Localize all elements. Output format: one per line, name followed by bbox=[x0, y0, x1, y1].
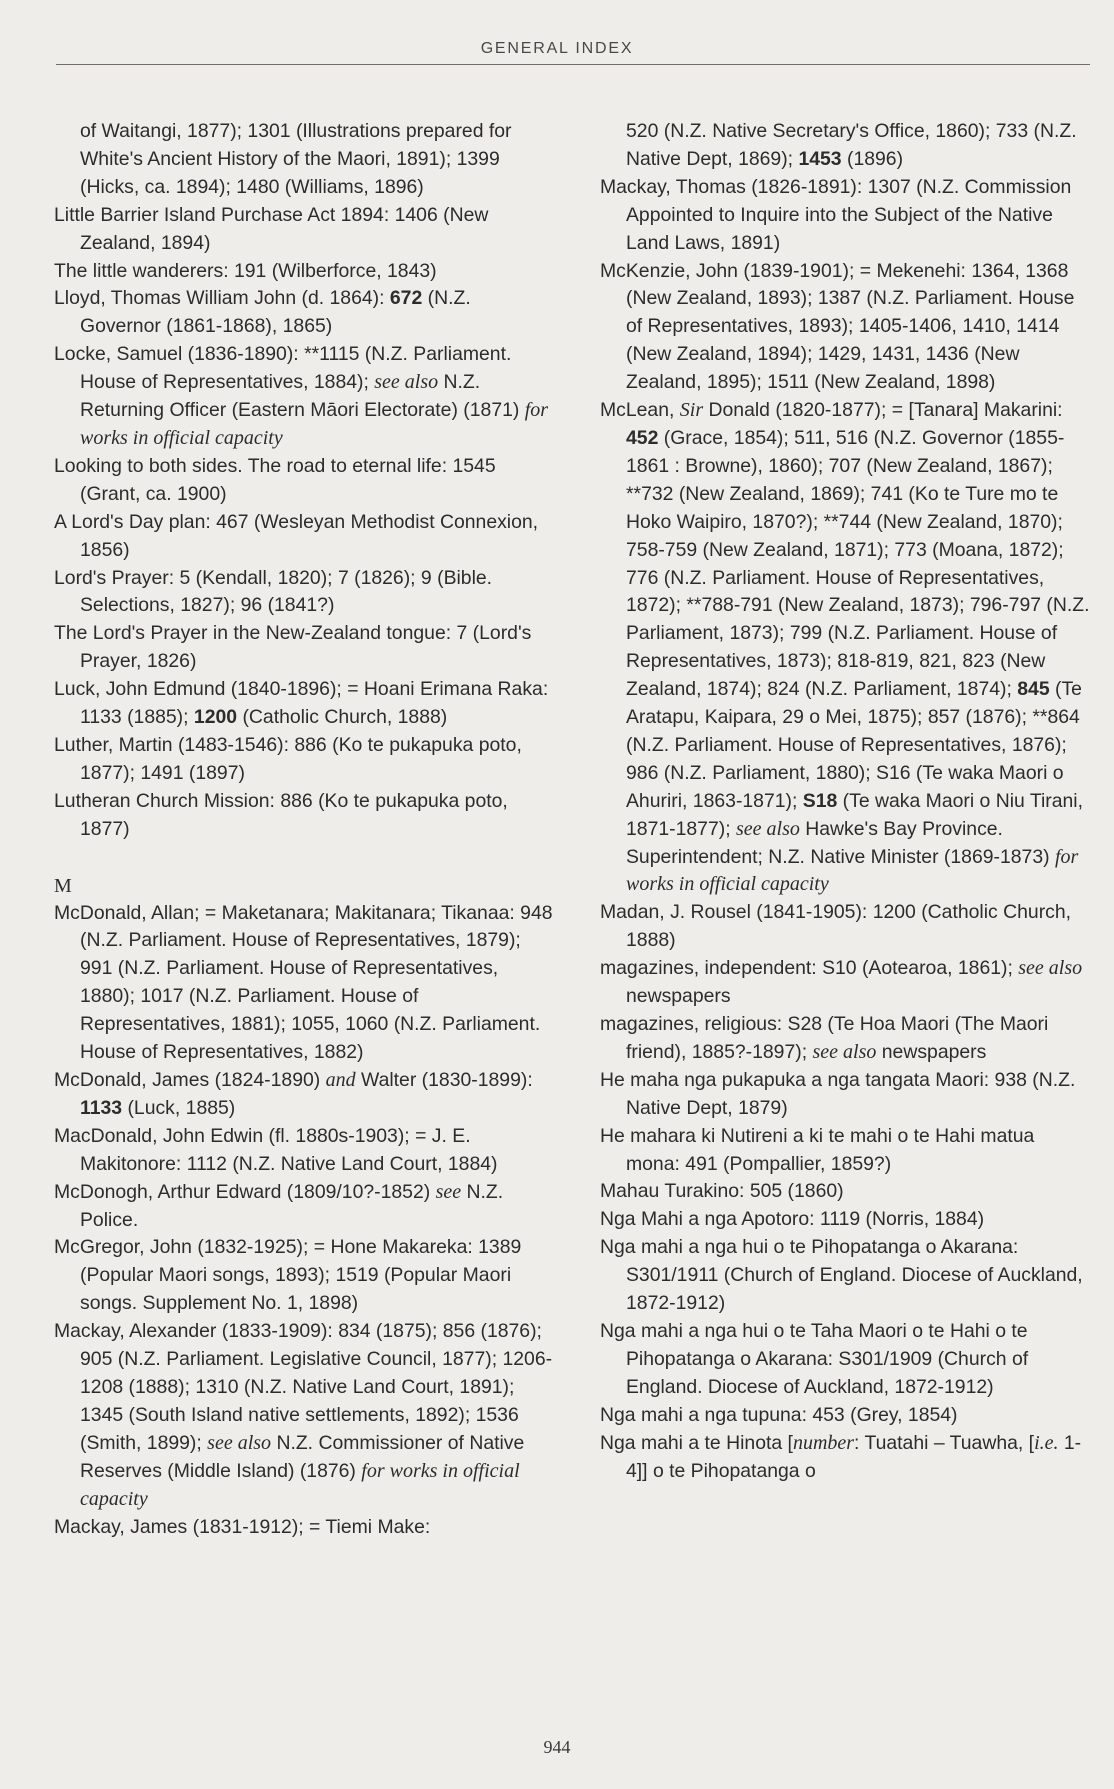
header-rule bbox=[56, 64, 1090, 65]
index-entry: magazines, religious: S28 (Te Hoa Maori (The Maori friend), 1885?-1897); see also newspapers bbox=[600, 1013, 1049, 1063]
index-entry: Nga mahi a nga hui o te Taha Maori o te Hahi o te Pihopatanga o Akarana: S301/1909 (Church of England. Diocese of Auckland, 1872-1912) bbox=[600, 1319, 1029, 1398]
index-entry: Luther, Martin (1483-1546): 886 (Ko te pukapuka poto, 1877); 1491 (1897) bbox=[54, 733, 522, 784]
index-entry: Lloyd, Thomas William John (d. 1864): 672 (N.Z. Governor (1861-1868), 1865) bbox=[54, 287, 471, 338]
index-entry: McKenzie, John (1839-1901); = Mekenehi: 1364, 1368 (New Zealand, 1893); 1387 (N.Z. Parliament. House of Representatives, 1893); 1405-1406, 1410, 1414 (New Zealand, 1894); 1429, 1431, 1436 (New Zealand, 1895); 1511 (New Zealand, 1898) bbox=[600, 259, 1075, 394]
index-entry: McDonogh, Arthur Edward (1809/10?-1852) see N.Z. Police. bbox=[54, 1180, 504, 1231]
index-entry: Nga mahi a te Hinota [number: Tuatahi – Tuawha, [i.e. 1-4]] o te Pihopatanga o bbox=[600, 1431, 1082, 1482]
index-entry: McLean, Sir Donald (1820-1877); = [Tanara] Makarini: 452 (Grace, 1854); 511, 516 (N.Z. Governor (1855-1861 : Browne), 1860); 707 (New Zealand, 1867); **732 (New Zealand, 1869); 741 (Ko te Ture mo te Hoko Waipiro, 1870?); **744 (New Zealand, 1870); 758-759 (New Zealand, 1871); 773 (Moana, 1872); 776 (N.Z. Parliament. House of Representatives, 1872); **788-791 (New Zealand, 1873); 796-797 (N.Z. Parliament, 1873); 799 (N.Z. Parliament. House of Representatives, 1873); 818-819, 821, 823 (New Zealand, 1874); 824 (N.Z. Parliament, 1874); 845 (Te Aratapu, Kaipara, 29 o Mei, 1875); 857 (1876); **864 (N.Z. Parliament. House of Representatives, 1876); 986 (N.Z. Parliament, 1880); S16 (Te waka Maori o Ahuriri, 1863-1871); S18 (Te waka Maori o Niu Tirani, 1871-1877); see also Hawke's Bay Province. Superintendent; N.Z. Native Minister (1869-1873) for works in official capacity bbox=[600, 399, 1090, 896]
index-entry: Nga mahi a nga hui o te Pihopatanga o Akarana: S301/1911 (Church of England. Diocese of Auckland, 1872-1912) bbox=[600, 1236, 1083, 1315]
index-entry: Mackay, James (1831-1912); = Tiemi Make: bbox=[54, 1515, 431, 1538]
index-entry: MacDonald, John Edwin (fl. 1880s-1903); = J. E. Makitonore: 1112 (N.Z. Native Land Court, 1884) bbox=[54, 1124, 498, 1175]
index-entry: Lord's Prayer: 5 (Kendall, 1820); 7 (1826); 9 (Bible. Selections, 1827); 96 (1841?) bbox=[54, 566, 493, 617]
index-entry: Luck, John Edmund (1840-1896); = Hoani Erimana Raka: 1133 (1885); 1200 (Catholic Church, 1888) bbox=[54, 678, 549, 729]
index-entry: Nga mahi a nga tupuna: 453 (Grey, 1854) bbox=[600, 1403, 958, 1426]
index-entry: He mahara ki Nutireni a ki te mahi o te Hahi matua mona: 491 (Pompallier, 1859?) bbox=[600, 1124, 1035, 1175]
index-column-left bbox=[54, 118, 554, 1541]
index-entry: McGregor, John (1832-1925); = Hone Makareka: 1389 (Popular Maori songs, 1893); 1519 (Popular Maori songs. Supplement No. 1, 1898) bbox=[54, 1236, 522, 1315]
index-entry: Locke, Samuel (1836-1890): **1115 (N.Z. Parliament. House of Representatives, 1884); see also N.Z. Returning Officer (Eastern Māori Electorate) (1871) for works in official capacity bbox=[54, 343, 549, 449]
index-column-right bbox=[600, 118, 1090, 1485]
index-entry: Looking to both sides. The road to eternal life: 1545 (Grant, ca. 1900) bbox=[54, 454, 496, 505]
index-entry: magazines, independent: S10 (Aotearoa, 1861); see also newspapers bbox=[600, 957, 1083, 1008]
running-head: GENERAL INDEX bbox=[480, 40, 634, 57]
index-entry: The little wanderers: 191 (Wilberforce, 1843) bbox=[54, 259, 437, 282]
index-entry: Mahau Turakino: 505 (1860) bbox=[600, 1180, 844, 1203]
index-entry: The Lord's Prayer in the New-Zealand tongue: 7 (Lord's Prayer, 1826) bbox=[54, 622, 532, 673]
page-number: 944 bbox=[543, 1737, 571, 1757]
index-entry: Mackay, Alexander (1833-1909): 834 (1875); 856 (1876); 905 (N.Z. Parliament. Legislative Council, 1877); 1206-1208 (1888); 1310 (N.Z. Native Land Court, 1891); 1345 (South Island native settlements, 1892); 1536 (Smith, 1899); see also N.Z. Commissioner of Native Reserves (Middle Island) (1876) for works in official capacity bbox=[54, 1320, 553, 1510]
index-entry: McDonald, Allan; = Maketanara; Makitanara; Tikanaa: 948 (N.Z. Parliament. House of Representatives, 1879); 991 (N.Z. Parliament. House of Representatives, 1880); 1017 (N.Z. Parliament. House of Representatives, 1881); 1055, 1060 (N.Z. Parliament. House of Representatives, 1882) bbox=[54, 901, 553, 1064]
index-entry: Little Barrier Island Purchase Act 1894: 1406 (New Zealand, 1894) bbox=[54, 203, 489, 254]
continuation-entry: of Waitangi, 1877); 1301 (Illustrations prepared for White's Ancient History of the Maori, 1891); 1399 (Hicks, ca. 1894); 1480 (Williams, 1896) bbox=[80, 120, 512, 198]
index-entry: A Lord's Day plan: 467 (Wesleyan Methodist Connexion, 1856) bbox=[54, 510, 539, 561]
index-entry: Nga Mahi a nga Apotoro: 1119 (Norris, 1884) bbox=[600, 1208, 985, 1231]
continuation-entry: 520 (N.Z. Native Secretary's Office, 1860); 733 (N.Z. Native Dept, 1869); 1453 (1896) bbox=[626, 120, 1077, 170]
section-letter: M bbox=[54, 874, 72, 897]
index-entry: Madan, J. Rousel (1841-1905): 1200 (Catholic Church, 1888) bbox=[600, 901, 1072, 952]
index-entry: He maha nga pukapuka a nga tangata Maori: 938 (N.Z. Native Dept, 1879) bbox=[600, 1068, 1076, 1119]
index-entry: Lutheran Church Mission: 886 (Ko te pukapuka poto, 1877) bbox=[54, 789, 508, 840]
index-entry: McDonald, James (1824-1890) and Walter (1830-1899): 1133 (Luck, 1885) bbox=[54, 1069, 533, 1119]
index-entry: Mackay, Thomas (1826-1891): 1307 (N.Z. Commission Appointed to Inquire into the Subject of the Native Land Laws, 1891) bbox=[600, 175, 1072, 254]
